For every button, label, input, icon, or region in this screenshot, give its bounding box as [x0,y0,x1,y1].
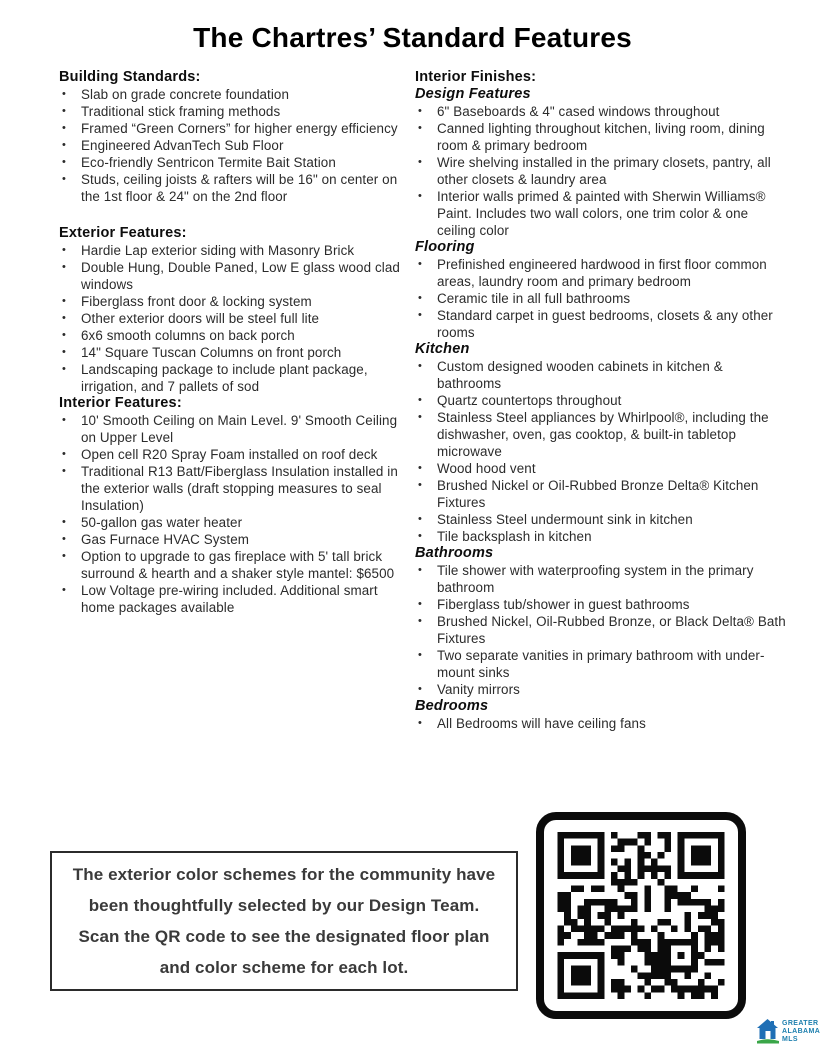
bullet-icon: • [62,465,66,477]
feature-text: 6" Baseboards & 4" cased windows throughout [436,104,720,119]
feature-list [415,103,789,239]
bullet-icon: • [62,173,66,185]
bullet-icon: • [417,564,422,576]
feature-text: Brushed Nickel, Oil-Rubbed Bronze, or Black Delta® Bath Fixtures [436,614,786,646]
feature-text: Wood hood vent [436,461,536,476]
feature-text: Standard carpet in guest bedrooms, closets & any other rooms [436,308,773,340]
section-flooring [415,239,789,341]
feature-item [415,715,789,732]
section-bathrooms [415,545,789,698]
section-interior-features [59,395,401,616]
bullet-icon: • [417,292,422,304]
feature-text: Fiberglass front door & locking system [81,294,312,309]
feature-text: Hardie Lap exterior siding with Masonry Brick [81,243,355,258]
feature-item [59,514,401,531]
feature-item [415,647,789,681]
feature-text: Canned lighting throughout kitchen, living room, dining room & primary bedroom [436,121,765,153]
logo-text [782,1020,820,1044]
section-heading: Design Features [414,86,531,102]
feature-text: 50-gallon gas water heater [81,515,243,530]
bullet-icon: • [417,258,422,270]
feature-text: Custom designed wooden cabinets in kitchen & bathrooms [436,359,723,391]
feature-text: 10' Smooth Ceiling on Main Level. 9' Smooth Ceiling on Upper Level [81,413,398,445]
feature-item [415,562,789,596]
bullet-icon: • [417,394,422,406]
feature-item [415,681,789,698]
feature-text: Interior walls primed & painted with Sherwin Williams® Paint. Includes two wall colors, one trim color & one ceiling color [436,189,766,238]
bullet-icon: • [417,683,422,695]
qr-code [536,812,746,1019]
bullet-icon: • [62,139,66,151]
house-icon [757,1019,779,1044]
bullet-icon: • [417,156,422,168]
feature-text: Low Voltage pre-wiring included. Additional smart home packages available [81,583,378,615]
feature-item [59,154,401,171]
feature-item [59,582,401,616]
bullet-icon: • [417,411,422,423]
feature-item [59,412,401,446]
feature-text: Engineered AdvanTech Sub Floor [81,138,284,153]
feature-text: Double Hung, Double Paned, Low E glass wood clad windows [81,260,400,292]
bullet-icon: • [62,516,66,528]
bullet-icon: • [62,122,66,134]
feature-text: Gas Furnace HVAC System [81,532,249,547]
feature-list [59,242,401,395]
feature-item [415,120,789,154]
feature-item [59,86,401,103]
feature-item [59,242,401,259]
right-column [415,69,789,732]
bullet-icon: • [417,717,422,729]
bullet-icon: • [417,122,422,134]
feature-text: Quartz countertops throughout [436,393,622,408]
feature-text: Open cell R20 Spray Foam installed on roof deck [81,447,378,462]
feature-text: All Bedrooms will have ceiling fans [436,716,646,731]
section-heading: Interior Finishes: [414,69,537,85]
feature-item [59,361,401,395]
feature-item [415,154,789,188]
feature-text: Other exterior doors will be steel full lite [81,311,320,326]
bullet-icon: • [62,261,66,273]
feature-item [59,171,401,205]
feature-text: Ceramic tile in all full bathrooms [436,291,631,306]
bullet-icon: • [417,479,422,491]
feature-item [59,120,401,137]
bullet-icon: • [62,312,66,324]
feature-item [59,310,401,327]
feature-list [415,358,789,545]
feature-list [415,715,789,732]
feature-text: Tile shower with waterproofing system in the primary bathroom [436,563,754,595]
bullet-icon: • [62,584,66,596]
notice-box [50,851,518,991]
section-kitchen [415,341,789,545]
feature-item [415,409,789,460]
bullet-icon: • [417,615,422,627]
section-heading: Kitchen [414,341,470,357]
feature-text: Two separate vanities in primary bathroom with under-mount sinks [436,648,765,680]
feature-list [415,562,789,698]
section-heading: Flooring [414,239,475,255]
feature-item [415,256,789,290]
bullet-icon: • [62,533,66,545]
page-title: The Chartres’ Standard Features [193,22,632,53]
bullet-icon: • [62,329,66,341]
bullet-icon: • [62,88,66,100]
bullet-icon: • [417,190,422,202]
logo-line-3: MLS [782,1035,798,1043]
bullet-icon: • [62,105,66,117]
feature-item [59,259,401,293]
feature-text: Option to upgrade to gas fireplace with 5' tall brick surround & hearth and a shaker style mantel: $6500 [81,549,395,581]
feature-item [415,358,789,392]
feature-item [415,511,789,528]
bullet-icon: • [62,448,66,460]
feature-item [415,596,789,613]
feature-item [415,477,789,511]
section-bedrooms [415,698,789,732]
bullet-icon: • [62,295,66,307]
feature-text: Fiberglass tub/shower in guest bathrooms [436,597,690,612]
bullet-icon: • [62,156,66,168]
feature-text: Landscaping package to include plant package, irrigation, and 7 pallets of sod [81,362,368,394]
left-column [59,69,401,732]
feature-columns [59,69,789,732]
bullet-icon: • [62,363,66,375]
section-heading: Bathrooms [414,545,494,561]
feature-text: Studs, ceiling joists & rafters will be 16" on center on the 1st floor & 24" on the 2nd floor [81,172,398,204]
feature-item [415,528,789,545]
bullet-icon: • [417,649,422,661]
bullet-icon: • [62,244,66,256]
feature-text: Slab on grade concrete foundation [81,87,290,102]
feature-item [59,548,401,582]
feature-item [415,290,789,307]
feature-item [415,103,789,120]
feature-text: Prefinished engineered hardwood in first floor common areas, laundry room and primary bedroom [436,257,767,289]
section-interior-finishes [415,69,789,86]
feature-text: Tile backsplash in kitchen [436,529,592,544]
feature-list [415,256,789,341]
feature-item [415,460,789,477]
bullet-icon: • [417,513,422,525]
notice-text: The exterior color schemes for the community have been thoughtfully selected by our Design Team. Scan the QR code to see the designated floor plan and color scheme for each lot. [72,865,496,977]
bullet-icon: • [417,309,422,321]
feature-text: Vanity mirrors [436,682,520,697]
section-building-standards [59,69,401,205]
mls-logo [757,1019,820,1044]
feature-item [59,446,401,463]
section-heading: Building Standards: [59,69,201,85]
feature-text: Eco-friendly Sentricon Termite Bait Station [81,155,336,170]
section-design-features [415,86,789,239]
feature-text: Framed “Green Corners” for higher energy efficiency [81,121,398,136]
feature-item [59,293,401,310]
feature-list [59,86,401,205]
feature-item [415,613,789,647]
bullet-icon: • [417,105,422,117]
feature-text: Stainless Steel appliances by Whirlpool®, including the dishwasher, oven, gas cooktop, & built-in tabletop microwave [436,410,769,459]
feature-item [59,103,401,120]
section-heading: Exterior Features: [59,225,187,241]
bullet-icon: • [417,530,422,542]
section-heading: Bedrooms [414,698,489,714]
feature-text: 14" Square Tuscan Columns on front porch [81,345,342,360]
feature-item [59,327,401,344]
bullet-icon: • [417,598,422,610]
logo-line-1: GREATER [782,1019,819,1027]
bullet-icon: • [62,346,66,358]
feature-text: 6x6 smooth columns on back porch [81,328,295,343]
logo-line-2: ALABAMA [782,1027,821,1035]
feature-item [59,531,401,548]
feature-item [59,344,401,361]
feature-text: Brushed Nickel or Oil-Rubbed Bronze Delta® Kitchen Fixtures [436,478,759,510]
feature-item [415,307,789,341]
feature-text: Traditional R13 Batt/Fiberglass Insulation installed in the exterior walls (draft stopping measures to seal Insulation) [81,464,398,513]
feature-item [415,392,789,409]
feature-text: Stainless Steel undermount sink in kitchen [436,512,693,527]
feature-item [59,137,401,154]
feature-list [59,412,401,616]
bullet-icon: • [417,360,422,372]
feature-item [59,463,401,514]
section-heading: Interior Features: [59,395,182,411]
bullet-icon: • [417,462,422,474]
section-exterior-features [59,225,401,395]
bullet-icon: • [62,550,66,562]
feature-item [415,188,789,239]
qr-code-pattern [556,832,726,999]
feature-text: Wire shelving installed in the primary closets, pantry, all other closets & laundry area [436,155,771,187]
bullet-icon: • [62,414,66,426]
feature-text: Traditional stick framing methods [81,104,281,119]
